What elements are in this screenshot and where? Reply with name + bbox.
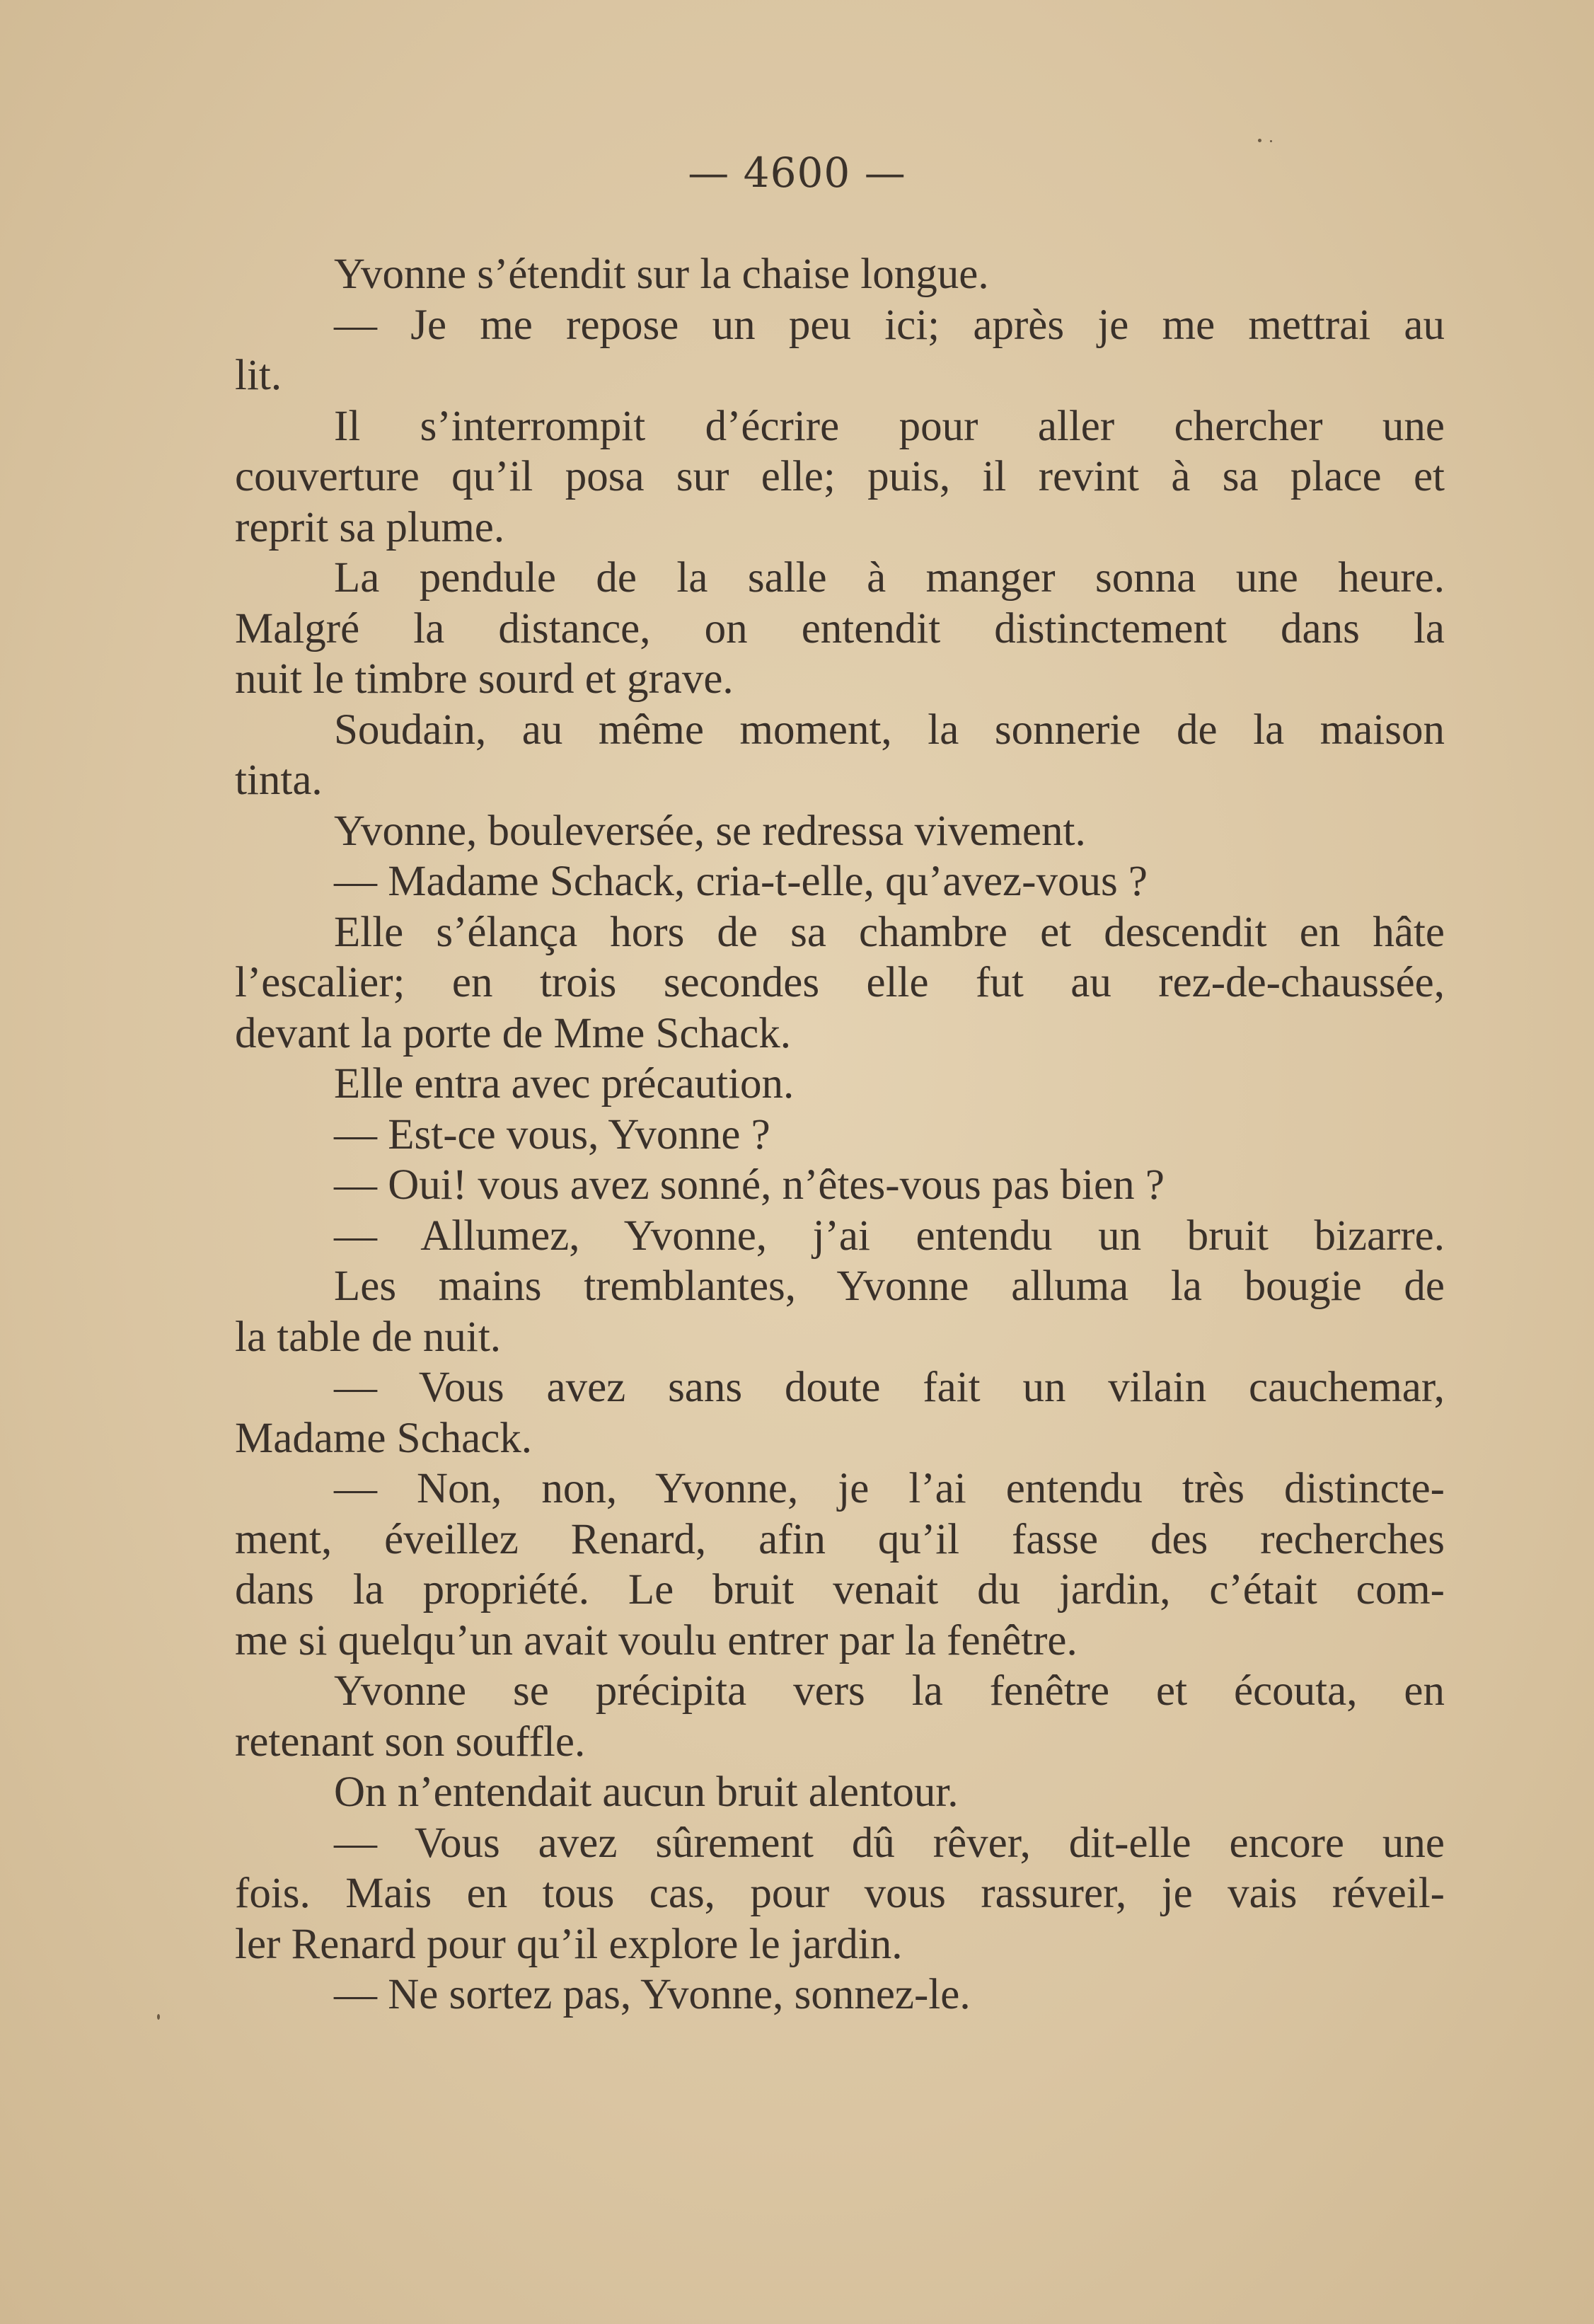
paper-speck [1270,140,1272,142]
text-line: La pendule de la salle à manger sonna une heure. [334,554,1445,602]
text-line: reprit sa plume. [235,503,505,551]
paper-speck [157,2014,160,2020]
text-line: Elle s’élança hors de sa chambre et descendit en hâte [334,908,1445,956]
text-line: — Ne sortez pas, Yvonne, sonnez-le. [334,1971,971,2018]
text-line: nuit le timbre sourd et grave. [235,655,734,703]
text-line: la table de nuit. [235,1313,502,1361]
text-line: me si quelqu’un avait voulu entrer par la fenêtre. [235,1616,1078,1664]
text-line: — Vous avez sûrement dû rêver, dit-elle encore une [334,1819,1445,1867]
text-line: Soudain, au même moment, la sonnerie de la maison [334,706,1445,754]
text-line: Il s’interrompit d’écrire pour aller chercher une [334,402,1445,450]
text-line: On n’entendait aucun bruit alentour. [334,1768,959,1816]
text-line: couverture qu’il posa sur elle; puis, il revint à sa place et [235,453,1445,500]
text-line: — Oui! vous avez sonné, n’êtes-vous pas bien ? [334,1161,1165,1209]
body-text [235,249,1445,2020]
text-line: tinta. [235,757,323,804]
text-line: — Madame Schack, cria-t-elle, qu’avez-vous ? [334,858,1148,905]
text-line: dans la propriété. Le bruit venait du jardin, c’était com- [235,1566,1445,1613]
paper-speck [1258,139,1261,142]
text-line: Les mains tremblantes, Yvonne alluma la bougie de [334,1262,1445,1310]
text-line: retenant son souffle. [235,1718,586,1766]
text-line: ment, éveillez Renard, afin qu’il fasse des recherches [235,1515,1445,1563]
text-line: ler Renard pour qu’il explore le jardin. [235,1920,903,1968]
text-line: — Non, non, Yvonne, je l’ai entendu très distincte- [334,1465,1445,1512]
text-line: Madame Schack. [235,1414,533,1462]
text-line: Malgré la distance, on entendit distinctement dans la [235,604,1445,652]
text-line: — Vous avez sans doute fait un vilain cauchemar, [334,1364,1445,1411]
text-line: — Je me repose un peu ici; après je me mettrai au [334,301,1445,349]
text-line: Yvonne s’étendit sur la chaise longue. [334,251,989,298]
text-line: Yvonne se précipita vers la fenêtre et écouta, en [334,1667,1445,1715]
text-line: l’escalier; en trois secondes elle fut au rez-de-chaussée, [235,959,1445,1006]
text-line: devant la porte de Mme Schack. [235,1009,791,1057]
text-line: Yvonne, bouleversée, se redressa vivement. [334,807,1086,855]
text-line: — Est-ce vous, Yvonne ? [334,1110,770,1158]
text-line: fois. Mais en tous cas, pour vous rassurer, je vais réveil- [235,1870,1445,1917]
page-number: — 4600 — [688,149,906,197]
text-line: — Allumez, Yvonne, j’ai entendu un bruit bizarre. [334,1212,1445,1260]
text-line: lit. [235,352,282,399]
text-line: Elle entra avec précaution. [334,1060,795,1108]
